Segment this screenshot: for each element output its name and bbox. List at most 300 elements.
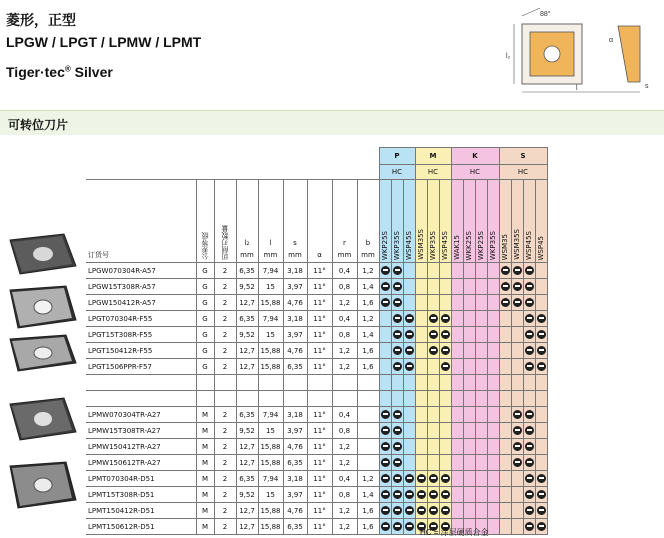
cell-alpha: 11° bbox=[307, 311, 332, 327]
table-row bbox=[86, 519, 583, 535]
col-header-l2-unit: mm bbox=[240, 251, 254, 259]
grade-cell bbox=[403, 407, 415, 423]
grade-cell bbox=[427, 487, 439, 503]
diagram-angle-label: 88° bbox=[540, 11, 551, 18]
diagram-insert-side bbox=[618, 26, 640, 82]
grade-cell bbox=[487, 311, 499, 327]
grade-cell bbox=[535, 471, 547, 487]
grade-cell bbox=[379, 375, 391, 391]
grade-cell bbox=[535, 311, 547, 327]
cell-edges: 2 bbox=[214, 471, 236, 487]
grade-cell bbox=[475, 455, 487, 471]
cell-l bbox=[258, 391, 283, 407]
col-header-code-label: 订货号 bbox=[88, 251, 109, 259]
grade-header bbox=[499, 180, 511, 263]
recommended-grade-icon bbox=[393, 474, 402, 483]
grade-cell bbox=[403, 279, 415, 295]
cell-b bbox=[357, 375, 379, 391]
cell-s bbox=[283, 391, 307, 407]
grade-cell bbox=[499, 327, 511, 343]
cell-l: 15,88 bbox=[258, 295, 283, 311]
grade-cell bbox=[403, 391, 415, 407]
grade-cell bbox=[523, 343, 535, 359]
recommended-grade-icon bbox=[513, 442, 522, 451]
cell-edges: 2 bbox=[214, 407, 236, 423]
cell-edges: 2 bbox=[214, 327, 236, 343]
grade-cell bbox=[451, 295, 463, 311]
grade-cell bbox=[535, 455, 547, 471]
grade-cell bbox=[427, 263, 439, 279]
cell-edges: 2 bbox=[214, 359, 236, 375]
grade-cell bbox=[451, 327, 463, 343]
grade-cell bbox=[523, 295, 535, 311]
col-header-s-unit: mm bbox=[288, 251, 302, 259]
brand-suffix: Silver bbox=[74, 64, 113, 80]
grade-header bbox=[451, 180, 463, 263]
recommended-grade-icon bbox=[393, 442, 402, 451]
order-code: LPGT150412R-F55 bbox=[86, 343, 196, 359]
grade-cell bbox=[475, 423, 487, 439]
cell-l2: 12,7 bbox=[236, 359, 258, 375]
cell-r: 1,2 bbox=[332, 455, 357, 471]
recommended-grade-icon bbox=[537, 474, 546, 483]
table-row bbox=[86, 439, 583, 455]
grade-cell bbox=[403, 359, 415, 375]
cell-edges: 2 bbox=[214, 295, 236, 311]
recommended-grade-icon bbox=[501, 266, 510, 275]
cell-r: 0,4 bbox=[332, 263, 357, 279]
grade-cell bbox=[451, 375, 463, 391]
grade-cell bbox=[379, 263, 391, 279]
recommended-grade-icon bbox=[429, 506, 438, 515]
grade-cell bbox=[499, 295, 511, 311]
cell-b: 1,2 bbox=[357, 263, 379, 279]
grade-cell bbox=[427, 455, 439, 471]
recommended-grade-icon bbox=[441, 314, 450, 323]
grade-cell bbox=[499, 311, 511, 327]
cell-l2 bbox=[236, 391, 258, 407]
recommended-grade-icon bbox=[393, 522, 402, 531]
grade-cell bbox=[427, 295, 439, 311]
grade-cell bbox=[391, 359, 403, 375]
cell-r: 0,4 bbox=[332, 471, 357, 487]
grade-cell bbox=[439, 263, 451, 279]
grade-cell bbox=[511, 423, 523, 439]
cell-s: 3,97 bbox=[283, 327, 307, 343]
cell-l2: 12,7 bbox=[236, 343, 258, 359]
cell-tol: M bbox=[196, 487, 214, 503]
grade-cell bbox=[499, 343, 511, 359]
col-header-b bbox=[357, 180, 379, 263]
cell-tol: M bbox=[196, 471, 214, 487]
recommended-grade-icon bbox=[525, 442, 534, 451]
order-code: LPMT15T308R-D51 bbox=[86, 487, 196, 503]
diagram-alpha-label: α bbox=[609, 37, 614, 44]
cell-b bbox=[357, 439, 379, 455]
grade-header bbox=[403, 180, 415, 263]
table-row bbox=[86, 455, 583, 471]
cell-alpha: 11° bbox=[307, 407, 332, 423]
recommended-grade-icon bbox=[525, 362, 534, 371]
col-header-b-unit: mm bbox=[361, 251, 375, 259]
cell-tol: M bbox=[196, 519, 214, 535]
grade-cell bbox=[475, 407, 487, 423]
grade-cell bbox=[511, 487, 523, 503]
cell-l2: 12,7 bbox=[236, 519, 258, 535]
grade-header bbox=[523, 180, 535, 263]
grade-cell bbox=[415, 471, 427, 487]
table-row bbox=[86, 295, 583, 311]
recommended-grade-icon bbox=[429, 490, 438, 499]
grade-cell bbox=[391, 343, 403, 359]
grade-cell bbox=[439, 295, 451, 311]
grade-cell bbox=[487, 263, 499, 279]
hc-row bbox=[86, 165, 583, 180]
grade-header bbox=[391, 180, 403, 263]
grade-cell bbox=[439, 311, 451, 327]
cell-l2: 12,7 bbox=[236, 503, 258, 519]
col-header-edges-label: 切削刃数量 bbox=[221, 225, 229, 260]
grade-cell bbox=[427, 391, 439, 407]
recommended-grade-icon bbox=[381, 442, 390, 451]
grade-cell bbox=[475, 487, 487, 503]
grade-cell bbox=[427, 423, 439, 439]
grade-cell bbox=[535, 423, 547, 439]
cell-l2 bbox=[236, 375, 258, 391]
grade-label: WKP35S bbox=[489, 230, 497, 260]
cell-s: 4,76 bbox=[283, 439, 307, 455]
grade-cell bbox=[523, 391, 535, 407]
recommended-grade-icon bbox=[405, 346, 414, 355]
grade-cell bbox=[439, 423, 451, 439]
grade-cell bbox=[439, 487, 451, 503]
cell-l: 15 bbox=[258, 327, 283, 343]
recommended-grade-icon bbox=[513, 410, 522, 419]
grade-cell bbox=[403, 343, 415, 359]
grade-cell bbox=[415, 439, 427, 455]
grade-cell bbox=[523, 311, 535, 327]
cell-r bbox=[332, 375, 357, 391]
cell-s: 3,18 bbox=[283, 407, 307, 423]
grade-cell bbox=[451, 471, 463, 487]
col-header-tolerance-label: 公差等级 bbox=[201, 232, 209, 260]
recommended-grade-icon bbox=[525, 314, 534, 323]
hc-spacer bbox=[86, 165, 379, 180]
grade-cell bbox=[463, 263, 475, 279]
order-code: LPGT15T308R-F55 bbox=[86, 327, 196, 343]
cell-l2: 6,35 bbox=[236, 311, 258, 327]
recommended-grade-icon bbox=[513, 282, 522, 291]
order-code bbox=[86, 375, 196, 391]
cell-r: 1,2 bbox=[332, 359, 357, 375]
cell-l: 7,94 bbox=[258, 407, 283, 423]
cell-tol: M bbox=[196, 439, 214, 455]
grade-cell bbox=[511, 503, 523, 519]
grade-cell bbox=[439, 279, 451, 295]
cell-l2: 12,7 bbox=[236, 295, 258, 311]
page-title-cn: 菱形，正型 bbox=[6, 12, 76, 28]
grade-cell bbox=[487, 359, 499, 375]
grade-cell bbox=[415, 455, 427, 471]
table-row bbox=[86, 263, 583, 279]
recommended-grade-icon bbox=[381, 474, 390, 483]
grade-cell bbox=[379, 359, 391, 375]
cell-tol: G bbox=[196, 279, 214, 295]
recommended-grade-icon bbox=[393, 330, 402, 339]
grade-cell bbox=[451, 487, 463, 503]
grade-cell bbox=[475, 375, 487, 391]
cell-l2: 12,7 bbox=[236, 455, 258, 471]
grade-cell bbox=[439, 503, 451, 519]
recommended-grade-icon bbox=[441, 346, 450, 355]
cell-s: 3,97 bbox=[283, 279, 307, 295]
grade-cell bbox=[487, 343, 499, 359]
cell-s: 3,18 bbox=[283, 263, 307, 279]
cell-tol: M bbox=[196, 455, 214, 471]
recommended-grade-icon bbox=[429, 330, 438, 339]
diagram-l-label: l bbox=[576, 85, 578, 92]
grade-label: WSP45 bbox=[537, 235, 545, 260]
recommended-grade-icon bbox=[429, 346, 438, 355]
table-row bbox=[86, 503, 583, 519]
recommended-grade-icon bbox=[405, 506, 414, 515]
recommended-grade-icon bbox=[405, 330, 414, 339]
cell-l2: 9,52 bbox=[236, 327, 258, 343]
column-header-row bbox=[86, 180, 583, 263]
grade-cell bbox=[403, 375, 415, 391]
footer-note: HC = 涂层硬质合金 bbox=[420, 528, 489, 537]
cell-l2: 6,35 bbox=[236, 263, 258, 279]
grade-cell bbox=[403, 311, 415, 327]
grade-header bbox=[415, 180, 427, 263]
grade-cell bbox=[535, 375, 547, 391]
grade-cell bbox=[487, 279, 499, 295]
grade-label: WKP25S bbox=[381, 230, 389, 260]
grade-cell bbox=[523, 487, 535, 503]
grade-cell bbox=[379, 327, 391, 343]
cell-r: 1,2 bbox=[332, 295, 357, 311]
cell-s: 3,97 bbox=[283, 423, 307, 439]
order-code: LPGW150412R-A57 bbox=[86, 295, 196, 311]
grade-cell bbox=[391, 295, 403, 311]
recommended-grade-icon bbox=[525, 474, 534, 483]
grade-cell bbox=[403, 423, 415, 439]
grade-cell bbox=[391, 311, 403, 327]
grade-cell bbox=[535, 359, 547, 375]
grade-cell bbox=[511, 407, 523, 423]
grade-cell bbox=[487, 295, 499, 311]
grade-cell bbox=[451, 391, 463, 407]
table-row bbox=[86, 487, 583, 503]
grade-cell bbox=[451, 455, 463, 471]
diagram-s-label: s bbox=[645, 83, 649, 90]
grade-cell bbox=[475, 295, 487, 311]
grade-cell bbox=[391, 279, 403, 295]
table-row bbox=[86, 279, 583, 295]
material-group-row bbox=[86, 148, 583, 165]
grade-cell bbox=[511, 359, 523, 375]
recommended-grade-icon bbox=[525, 490, 534, 499]
grade-cell bbox=[379, 503, 391, 519]
col-header-l-label: l bbox=[269, 239, 272, 247]
cell-b: 1,2 bbox=[357, 311, 379, 327]
grade-cell bbox=[379, 471, 391, 487]
grade-cell bbox=[487, 487, 499, 503]
cell-alpha: 11° bbox=[307, 519, 332, 535]
recommended-grade-icon bbox=[441, 474, 450, 483]
section-header bbox=[0, 110, 664, 135]
recommended-grade-icon bbox=[525, 330, 534, 339]
cell-s: 3,18 bbox=[283, 311, 307, 327]
col-header-edges bbox=[214, 180, 236, 263]
cell-tol: G bbox=[196, 327, 214, 343]
cell-s: 4,76 bbox=[283, 503, 307, 519]
recommended-grade-icon bbox=[501, 298, 510, 307]
cell-l2: 6,35 bbox=[236, 471, 258, 487]
grade-cell bbox=[451, 503, 463, 519]
cell-tol: G bbox=[196, 311, 214, 327]
grade-cell bbox=[499, 519, 511, 535]
cell-tol: G bbox=[196, 295, 214, 311]
recommended-grade-icon bbox=[417, 474, 426, 483]
cell-s: 6,35 bbox=[283, 359, 307, 375]
recommended-grade-icon bbox=[525, 266, 534, 275]
col-header-r bbox=[332, 180, 357, 263]
insert-image-lpmt bbox=[6, 460, 80, 512]
grade-cell bbox=[487, 503, 499, 519]
grade-cell bbox=[391, 439, 403, 455]
col-header-s bbox=[283, 180, 307, 263]
table-row bbox=[86, 375, 583, 391]
grade-cell bbox=[463, 391, 475, 407]
grade-cell bbox=[403, 487, 415, 503]
grade-cell bbox=[427, 311, 439, 327]
recommended-grade-icon bbox=[381, 298, 390, 307]
grade-cell bbox=[487, 439, 499, 455]
grade-cell bbox=[427, 407, 439, 423]
col-header-code bbox=[86, 180, 196, 263]
grade-cell bbox=[499, 375, 511, 391]
grade-cell bbox=[499, 391, 511, 407]
grade-cell bbox=[499, 407, 511, 423]
grade-cell bbox=[523, 439, 535, 455]
cell-s: 6,35 bbox=[283, 455, 307, 471]
grade-cell bbox=[403, 519, 415, 535]
cell-tol bbox=[196, 391, 214, 407]
grade-cell bbox=[379, 455, 391, 471]
recommended-grade-icon bbox=[381, 282, 390, 291]
grade-cell bbox=[379, 391, 391, 407]
col-header-l bbox=[258, 180, 283, 263]
grade-cell bbox=[391, 503, 403, 519]
grade-cell bbox=[523, 519, 535, 535]
cell-alpha bbox=[307, 375, 332, 391]
grade-cell bbox=[439, 471, 451, 487]
col-header-s-label: s bbox=[293, 239, 297, 247]
grade-cell bbox=[379, 295, 391, 311]
recommended-grade-icon bbox=[441, 362, 450, 371]
grade-cell bbox=[523, 375, 535, 391]
grade-cell bbox=[535, 327, 547, 343]
grade-cell bbox=[391, 407, 403, 423]
recommended-grade-icon bbox=[405, 474, 414, 483]
grade-cell bbox=[451, 439, 463, 455]
cell-edges: 2 bbox=[214, 263, 236, 279]
grade-cell bbox=[535, 519, 547, 535]
brand-label: Tiger·tec bbox=[6, 64, 65, 80]
material-group-K: K bbox=[451, 148, 499, 165]
grade-header bbox=[463, 180, 475, 263]
recommended-grade-icon bbox=[393, 426, 402, 435]
cell-r: 1,2 bbox=[332, 503, 357, 519]
grade-label: WSP45S bbox=[525, 231, 533, 260]
cell-l: 15 bbox=[258, 487, 283, 503]
grade-cell bbox=[523, 407, 535, 423]
recommended-grade-icon bbox=[513, 298, 522, 307]
col-header-l-unit: mm bbox=[263, 251, 278, 259]
grade-cell bbox=[535, 503, 547, 519]
table-row bbox=[86, 423, 583, 439]
grade-cell bbox=[511, 295, 523, 311]
cell-r bbox=[332, 391, 357, 407]
cell-s: 4,76 bbox=[283, 295, 307, 311]
grade-cell bbox=[427, 439, 439, 455]
grade-header bbox=[379, 180, 391, 263]
grade-label: WAK15 bbox=[453, 235, 461, 260]
hc-label-P: HC bbox=[379, 165, 415, 180]
recommended-grade-icon bbox=[525, 458, 534, 467]
grade-cell bbox=[511, 519, 523, 535]
recommended-grade-icon bbox=[525, 346, 534, 355]
cell-l: 7,94 bbox=[258, 311, 283, 327]
cell-alpha: 11° bbox=[307, 279, 332, 295]
order-code: LPMW15T308TR-A27 bbox=[86, 423, 196, 439]
recommended-grade-icon bbox=[441, 506, 450, 515]
recommended-grade-icon bbox=[393, 362, 402, 371]
grade-cell bbox=[439, 439, 451, 455]
grade-cell bbox=[427, 343, 439, 359]
cell-alpha: 11° bbox=[307, 455, 332, 471]
grade-cell bbox=[523, 327, 535, 343]
grade-cell bbox=[499, 423, 511, 439]
recommended-grade-icon bbox=[525, 522, 534, 531]
recommended-grade-icon bbox=[537, 330, 546, 339]
grade-cell bbox=[379, 439, 391, 455]
cell-r: 0,8 bbox=[332, 423, 357, 439]
cell-r: 0,4 bbox=[332, 311, 357, 327]
grade-cell bbox=[475, 503, 487, 519]
brand-name bbox=[6, 64, 113, 80]
grade-cell bbox=[535, 295, 547, 311]
order-code bbox=[86, 391, 196, 407]
grade-cell bbox=[463, 327, 475, 343]
grade-header bbox=[439, 180, 451, 263]
grade-cell bbox=[511, 391, 523, 407]
grade-cell bbox=[379, 343, 391, 359]
grade-cell bbox=[475, 311, 487, 327]
recommended-grade-icon bbox=[393, 266, 402, 275]
order-code: LPMT150612R-D51 bbox=[86, 519, 196, 535]
grade-cell bbox=[451, 279, 463, 295]
cell-alpha: 11° bbox=[307, 439, 332, 455]
recommended-grade-icon bbox=[381, 458, 390, 467]
grade-cell bbox=[391, 455, 403, 471]
table-row bbox=[86, 407, 583, 423]
recommended-grade-icon bbox=[537, 346, 546, 355]
order-code: LPGT070304R-F55 bbox=[86, 311, 196, 327]
grade-cell bbox=[439, 407, 451, 423]
order-code: LPMT150412R-D51 bbox=[86, 503, 196, 519]
